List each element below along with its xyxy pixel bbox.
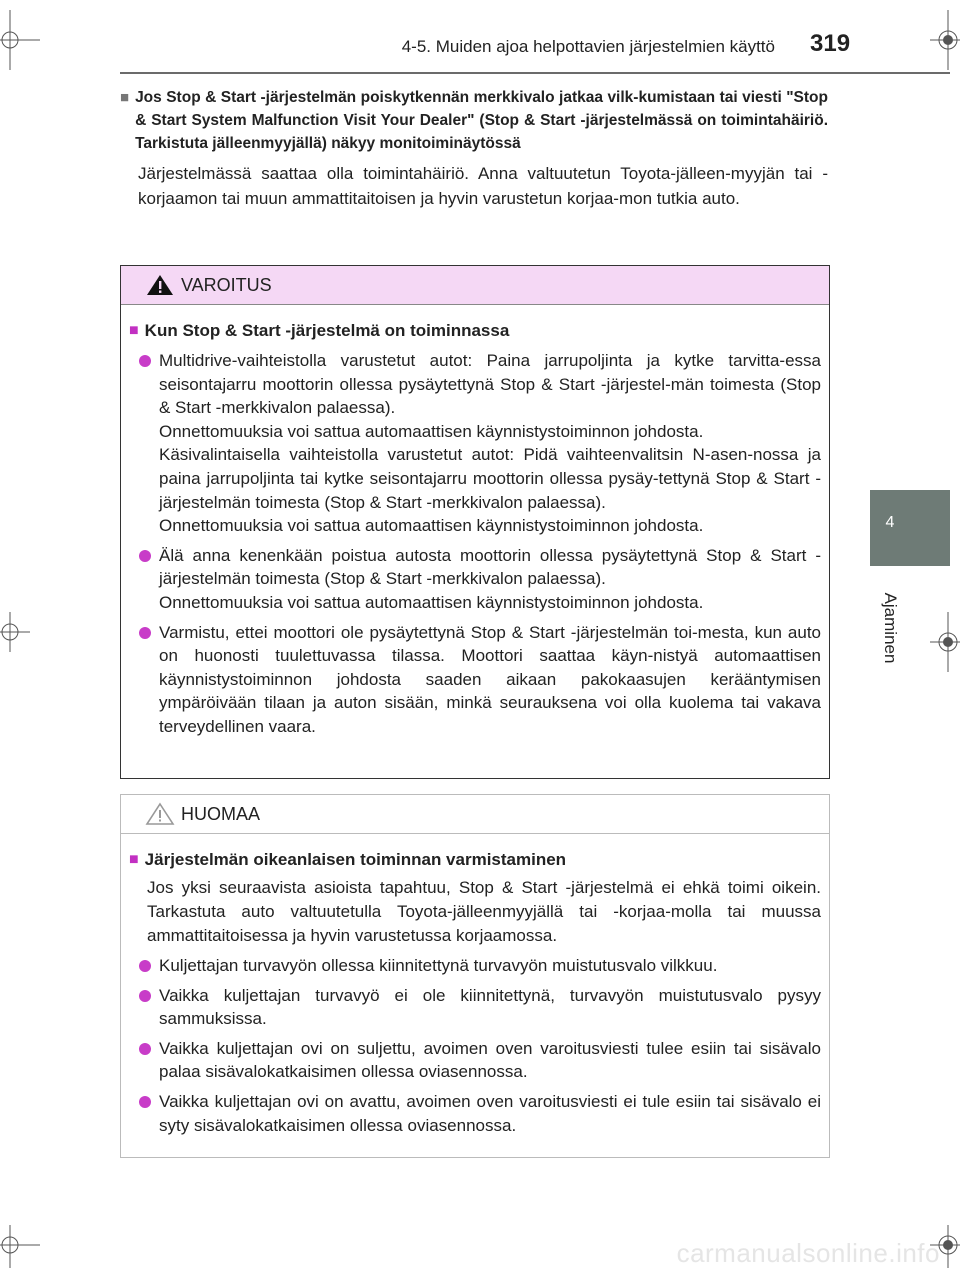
notice-bullet-1: Kuljettajan turvavyön ollessa kiinnitettynä turvavyön muistutusvalo vilkkuu.	[159, 956, 718, 975]
list-item	[129, 544, 821, 615]
bullet-dot-icon	[139, 627, 151, 639]
list-item	[129, 1090, 821, 1137]
notice-bullet-4: Vaikka kuljettajan ovi on avattu, avoimen oven varoitusviesti ei tule esiin tai sisävalo ei syty sisävalokatkaisimen ollessa oviasennossa.	[159, 1091, 821, 1135]
bullet-dot-icon	[139, 1096, 151, 1108]
notice-header	[121, 795, 829, 834]
watermark: carmanualsonline.info	[676, 1238, 940, 1268]
list-item	[129, 1037, 821, 1084]
warning-bullet-2-line-2: Onnettomuuksia voi sattua automaattisen käynnistystoiminnon johdosta.	[159, 592, 704, 612]
crop-mark-mid-left	[0, 612, 30, 652]
notice-box	[120, 794, 830, 1158]
warning-bullet-1: Multidrive-vaihteistolla varustetut autot: Paina jarrupoljinta ja kytke tarvitta-essa seisontajarru moottorin ollessa pysäytettynä Stop & Start -järjestel-män toimesta (Stop & Start -merkkivalon palaessa).	[159, 351, 821, 418]
square-bullet-icon: ■	[129, 851, 139, 868]
warning-subheading	[129, 319, 821, 343]
intro-section	[120, 86, 828, 211]
intro-heading	[120, 86, 828, 155]
chapter-label	[872, 578, 908, 678]
warning-title: VAROITUS	[181, 274, 272, 295]
header-rule	[120, 72, 950, 74]
warning-bullet-1-line-4: Onnettomuuksia voi sattua automaattisen käynnistystoiminnon johdosta.	[159, 516, 704, 536]
warning-bullet-1-line-2: Onnettomuuksia voi sattua automaattisen käynnistystoiminnon johdosta.	[159, 421, 704, 441]
list-item	[129, 349, 821, 538]
square-bullet-icon: ■	[129, 322, 139, 339]
crop-mark-top-left	[0, 10, 40, 70]
square-bullet-icon: ■	[120, 89, 130, 106]
warning-bullet-3: Varmistu, ettei moottori ole pysäytettynä Stop & Start -järjestelmän toi-mesta, kun auto on huonosti tuulettuvassa tilassa. Moottori saattaa käyn-nistyä automaattisen käynnistystoiminnon johdosta saaden aikaan pakokaasujen kerääntymisen ympäröivään tilaan ja auton sisään, minkä seurauksena voi olla kuolema tai vakava terveydellinen vaara.	[159, 622, 821, 736]
notice-bullet-3: Vaikka kuljettajan ovi on suljettu, avoimen oven varoitusviesti tulee esiin tai sisävalo palaa sisävalokatkaisimen ollessa oviasennossa.	[159, 1038, 821, 1082]
warning-subheading-text: Kun Stop & Start -järjestelmä on toiminnassa	[144, 321, 510, 340]
list-item	[129, 984, 821, 1031]
warning-content	[121, 305, 829, 739]
crop-mark-mid-right	[930, 612, 960, 672]
warning-triangle-icon	[145, 273, 175, 297]
caution-triangle-icon	[145, 802, 175, 826]
warning-header	[121, 266, 829, 305]
notice-paragraph: Jos yksi seuraavista asioista tapahtuu, Stop & Start -järjestelmä ei ehkä toimi oikein. Tarkastuta auto valtuutetulla Toyota-jälleenmyyjällä tai -korjaa-molla tai muussa ammattitaitoisessa ja hyvin varustetussa korjaamossa.	[147, 878, 821, 945]
list-item	[129, 954, 821, 978]
chapter-tab	[870, 490, 950, 566]
warning-bullet-2: Älä anna kenenkään poistua autosta moottorin ollessa pysäytettynä Stop & Start -järjestelmän toimesta (Stop & Start -merkkivalon palaessa).	[159, 545, 821, 589]
intro-body: Järjestelmässä saattaa olla toimintahäiriö. Anna valtuutetun Toyota-jälleen-myyjän tai -korjaamon tai muun ammattitaitoisen ja hyvin varustetun korjaa-mon tutkia auto.	[138, 164, 828, 208]
notice-subheading-text: Järjestelmän oikeanlaisen toiminnan varmistaminen	[144, 850, 567, 869]
warning-box	[120, 265, 830, 779]
chapter-number: 4	[885, 514, 895, 531]
list-item	[129, 621, 821, 739]
bullet-dot-icon	[139, 550, 151, 562]
page-number: 319	[810, 30, 851, 57]
intro-heading-text: Jos Stop & Start -järjestelmän poiskytkennän merkkivalo jatkaa vilk-kumistaan tai viesti "Stop & Start System Malfunction Visit Your Dealer" (Stop & Start -järjestelmässä on toimintahäiriö. Tarkistuta jälleenmyyjällä) näkyy monitoiminäytössä	[135, 89, 828, 152]
crop-mark-bottom-left	[0, 1225, 40, 1268]
section-title: 4-5. Muiden ajoa helpottavien järjestelmien käyttö	[401, 37, 775, 56]
notice-bullet-2: Vaikka kuljettajan turvavyö ei ole kiinnitettynä, turvavyön muistutusvalo pysyy sammuksissa.	[159, 985, 821, 1029]
notice-content	[121, 834, 829, 1137]
warning-bullet-1-line-3: Käsivalintaisella vaihteistolla varustetut autot: Pidä vaihteenvalitsin N-asen-nossa ja paina jarrupoljinta tai kytke seisontajarru moottorin ollessa pysäy-tettynä Stop & Start -järjestelmän toimesta (Stop & Start -merkkivalon palaessa).	[159, 445, 821, 512]
bullet-dot-icon	[139, 960, 151, 972]
bullet-dot-icon	[139, 990, 151, 1002]
chapter-label-text: Ajaminen	[881, 592, 900, 664]
crop-mark-top-right	[930, 10, 960, 70]
notice-subheading	[129, 848, 821, 872]
notice-title: HUOMAA	[181, 803, 261, 824]
bullet-dot-icon	[139, 355, 151, 367]
bullet-dot-icon	[139, 1043, 151, 1055]
